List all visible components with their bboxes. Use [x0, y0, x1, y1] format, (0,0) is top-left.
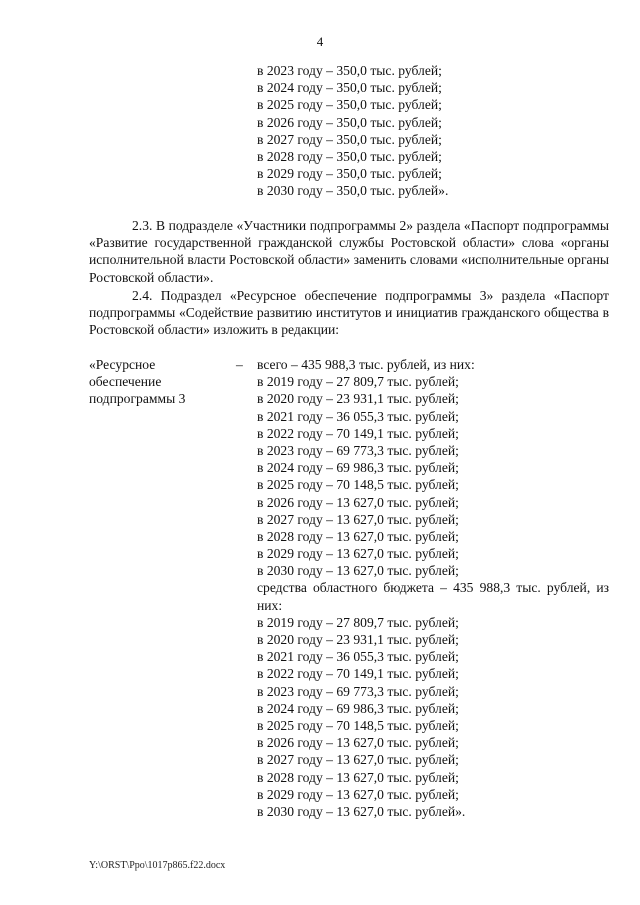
- list-item: в 2019 году – 27 809,7 тыс. рублей;: [257, 374, 459, 390]
- page-number: 4: [316, 34, 324, 49]
- list-item: в 2025 году – 70 148,5 тыс. рублей;: [257, 477, 459, 493]
- list-item: в 2030 году – 13 627,0 тыс. рублей».: [257, 803, 466, 819]
- paragraph-2-3-text: 2.3. В подразделе «Участники подпрограммы 2» раздела «Паспорт подпрограммы «Развитие государственной гражданской службы Ростовской области» слова «органы исполнительной власти Ростовской области» заменить словами «исполнительные органы Ростовской области».: [89, 218, 609, 285]
- list-item: в 2029 году – 350,0 тыс. рублей;: [257, 166, 442, 182]
- list-item: в 2027 году – 13 627,0 тыс. рублей;: [257, 511, 459, 527]
- list-item: в 2020 году – 23 931,1 тыс. рублей;: [257, 391, 459, 407]
- paragraph-2-3: [89, 217, 609, 286]
- list-item: в 2021 году – 36 055,3 тыс. рублей;: [257, 408, 459, 424]
- list-item: в 2026 году – 13 627,0 тыс. рублей;: [257, 735, 459, 751]
- list-item: в 2024 году – 69 986,3 тыс. рублей;: [257, 700, 459, 716]
- list-item: в 2022 году – 70 149,1 тыс. рублей;: [257, 666, 459, 682]
- list-item: в 2021 году – 36 055,3 тыс. рублей;: [257, 649, 459, 665]
- list-item: в 2027 году – 350,0 тыс. рублей;: [257, 131, 442, 147]
- resource-dash: –: [236, 357, 243, 372]
- list-item: в 2022 году – 70 149,1 тыс. рублей;: [257, 425, 459, 441]
- list-item: в 2023 году – 69 773,3 тыс. рублей;: [257, 442, 459, 458]
- list-item: в 2026 году – 13 627,0 тыс. рублей;: [257, 494, 459, 510]
- list-item: в 2020 году – 23 931,1 тыс. рублей;: [257, 632, 459, 648]
- resource-label: [89, 356, 229, 408]
- paragraph-2-4: [89, 287, 609, 339]
- list-item: в 2029 году – 13 627,0 тыс. рублей;: [257, 546, 459, 562]
- resource-label-line: «Ресурсное: [89, 357, 156, 372]
- list-item: в 2028 году – 13 627,0 тыс. рублей;: [257, 769, 459, 785]
- list-item: в 2024 году – 69 986,3 тыс. рублей;: [257, 460, 459, 476]
- list-item: в 2024 году – 350,0 тыс. рублей;: [257, 80, 442, 96]
- funding-by-year-list: [257, 62, 448, 200]
- list-item: в 2019 году – 27 809,7 тыс. рублей;: [257, 614, 459, 630]
- list-item: в 2023 году – 350,0 тыс. рублей;: [257, 63, 442, 78]
- paragraph-2-4-text: 2.4. Подраздел «Ресурсное обеспечение подпрограммы 3» раздела «Паспорт подпрограммы «Содействие развитию институтов и инициатив гражданского общества в Ростовской области» изложить в редакции:: [89, 288, 609, 338]
- list-item: в 2025 году – 70 148,5 тыс. рублей;: [257, 717, 459, 733]
- resource-label-line: подпрограммы 3: [89, 391, 186, 407]
- file-path-footer: Y:\ORST\Ppo\1017p865.f22.docx: [89, 860, 226, 871]
- resource-values: [257, 356, 609, 820]
- list-item: в 2025 году – 350,0 тыс. рублей;: [257, 97, 442, 113]
- list-item: в 2028 году – 13 627,0 тыс. рублей;: [257, 528, 459, 544]
- list-item: в 2030 году – 350,0 тыс. рублей».: [257, 183, 449, 199]
- list-item: в 2026 году – 350,0 тыс. рублей;: [257, 114, 442, 130]
- list-item: в 2030 году – 13 627,0 тыс. рублей;: [257, 563, 459, 579]
- list-item: в 2029 году – 13 627,0 тыс. рублей;: [257, 786, 459, 802]
- resource-label-line: обеспечение: [89, 374, 162, 390]
- regional-budget-total: средства областного бюджета – 435 988,3 тыс. рублей, из них:: [257, 580, 609, 613]
- list-item: в 2028 году – 350,0 тыс. рублей;: [257, 148, 442, 164]
- resource-total: всего – 435 988,3 тыс. рублей, из них:: [257, 357, 475, 372]
- list-item: в 2023 году – 69 773,3 тыс. рублей;: [257, 683, 459, 699]
- list-item: в 2027 году – 13 627,0 тыс. рублей;: [257, 752, 459, 768]
